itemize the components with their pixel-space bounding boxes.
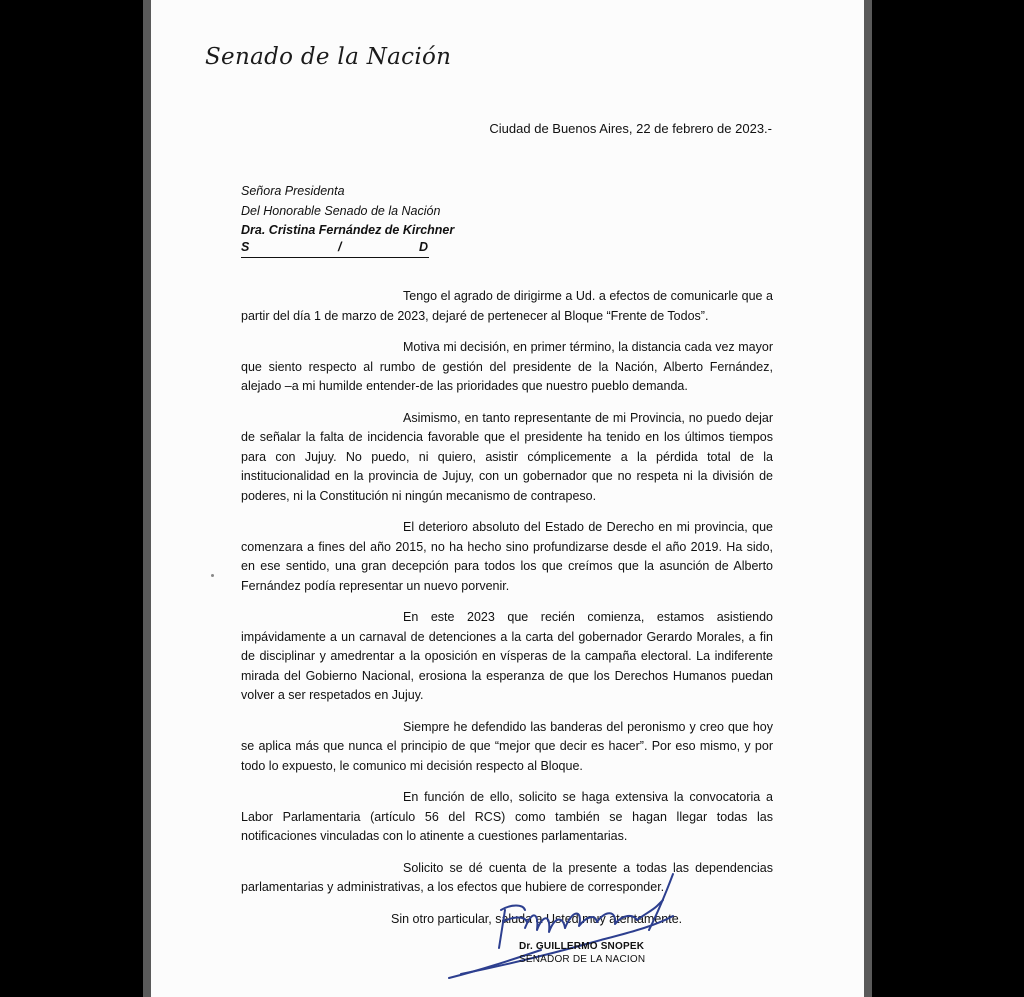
- letter-body: [241, 287, 773, 941]
- signature-block: [519, 940, 645, 966]
- signer-title: SENADOR DE LA NACION: [519, 954, 646, 965]
- paragraph: El deterioro absoluto del Estado de Derecho en mi provincia, que comenzara a fines del año 2015, no ha hecho sino profundizarse desde el año 2019. Ha sido, en ese sentido, una gran decepción para todos los que creímos que la asunción de Alberto Fernández podía representar un nuevo porvenir.: [241, 520, 773, 593]
- paragraph: En este 2023 que recién comienza, estamos asistiendo impávidamente a un carnaval de detenciones a la carta del gobernador Gerardo Morales, a fin de disciplinar y amedrentar a la oposición en vísperas de la campaña electoral. La indiferente mirada del Gobierno Nacional, erosiona la esperanza de que los Derechos Humanos puedan volver a ser respetados en Jujuy.: [241, 610, 773, 702]
- page-shadow-right: [864, 0, 872, 997]
- sd-s: S: [241, 240, 250, 254]
- letterhead: Senado de la Nación: [205, 44, 452, 70]
- closing-line: Sin otro particular, saluda a Usted muy atentamente.: [391, 911, 683, 926]
- paragraph: En función de ello, solicito se haga extensiva la convocatoria a Labor Parlamentaria (artículo 56 del RCS) como también se hagan llegar todas las notificaciones vinculadas con lo atinente a cuestiones parlamentarias.: [241, 790, 773, 843]
- recipient-line-1: Señora Presidenta: [241, 184, 345, 198]
- sd-line: [241, 240, 429, 258]
- recipient-block: [241, 182, 454, 241]
- signer-name: Dr. GUILLERMO SNOPEK: [519, 941, 645, 952]
- letter-page: [151, 0, 864, 997]
- paragraph: Siempre he defendido las banderas del peronismo y creo que hoy se aplica más que nunca el principio de que “mejor que decir es hacer”. Por eso mismo, y por todo lo expuesto, le comunico mi decisión respecto al Bloque.: [241, 719, 773, 773]
- sd-d: D: [419, 240, 429, 254]
- sd-slash: /: [338, 240, 342, 254]
- recipient-line-3: Dra. Cristina Fernández de Kirchner: [241, 223, 455, 237]
- recipient-line-2: Del Honorable Senado de la Nación: [241, 203, 441, 218]
- paragraph: Solicito se dé cuenta de la presente a todas las dependencias parlamentarias y administrativas, a los efectos que hubiere de corresponder.: [241, 860, 773, 894]
- page-shadow-left: [143, 0, 151, 997]
- paragraph: Tengo el agrado de dirigirme a Ud. a efectos de comunicarle que a partir del día 1 de marzo de 2023, dejaré de pertenecer al Bloque “Frente de Todos”.: [241, 289, 773, 323]
- dateline: Ciudad de Buenos Aires, 22 de febrero de 2023.-: [489, 121, 772, 136]
- paragraph: Asimismo, en tanto representante de mi Provincia, no puedo dejar de señalar la falta de incidencia favorable que el presidente ha tenido en los últimos tiempos para con Jujuy. No puedo, ni quiero, asistir cómplicemente a la pérdida total de la institucionalidad en la provincia de Jujuy, con un gobernador que no respeta ni la división de poderes, ni la Constitución ni ningún mecanismo de contrapeso.: [241, 410, 773, 503]
- scan-speck: [211, 574, 214, 577]
- paragraph: Motiva mi decisión, en primer término, la distancia cada vez mayor que siento respecto al rumbo de gestión del presidente de la Nación, Alberto Fernández, alejado –a mi humilde entender-de las prioridades que nuestro pueblo demanda.: [241, 340, 773, 393]
